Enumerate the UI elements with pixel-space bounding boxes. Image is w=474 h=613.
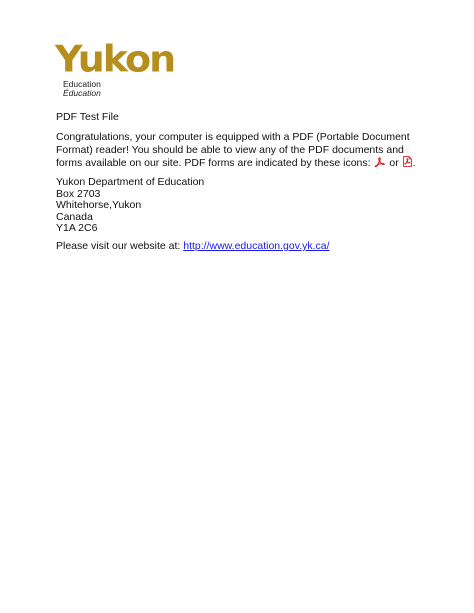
paragraph-text: Congratulations, your computer is equipped with a PDF (Portable Document Format) reader! You should be able to view any of the PDF documents and forms available on our site. PDF forms are indicated by these icons:	[56, 131, 410, 169]
logo-subtitle-english: Education	[63, 79, 101, 89]
pdf-document-icon	[403, 156, 412, 171]
logo-subtitle-french: Éducation	[63, 88, 101, 98]
yukon-education-logo	[55, 38, 175, 112]
document-title: PDF Test File	[56, 111, 119, 123]
website-label: Please visit our website at:	[56, 240, 184, 252]
intro-paragraph	[56, 131, 426, 171]
logo-wordmark: Yukon	[55, 38, 175, 80]
address-line-postal-code: Y1A 2C6	[56, 222, 98, 234]
paragraph-or: or	[386, 157, 402, 169]
website-link[interactable]: http://www.education.gov.yk.ca/	[183, 240, 330, 252]
website-line	[56, 240, 330, 253]
address-line-box: Box 2703	[56, 187, 101, 200]
address-line-department: Yukon Department of Education	[56, 176, 205, 188]
mailing-address	[56, 177, 204, 235]
address-line-country: Canada	[56, 210, 93, 223]
adobe-acrobat-icon	[374, 157, 385, 171]
address-line-city: Whitehorse,Yukon	[56, 199, 142, 211]
paragraph-end: .	[412, 157, 416, 169]
